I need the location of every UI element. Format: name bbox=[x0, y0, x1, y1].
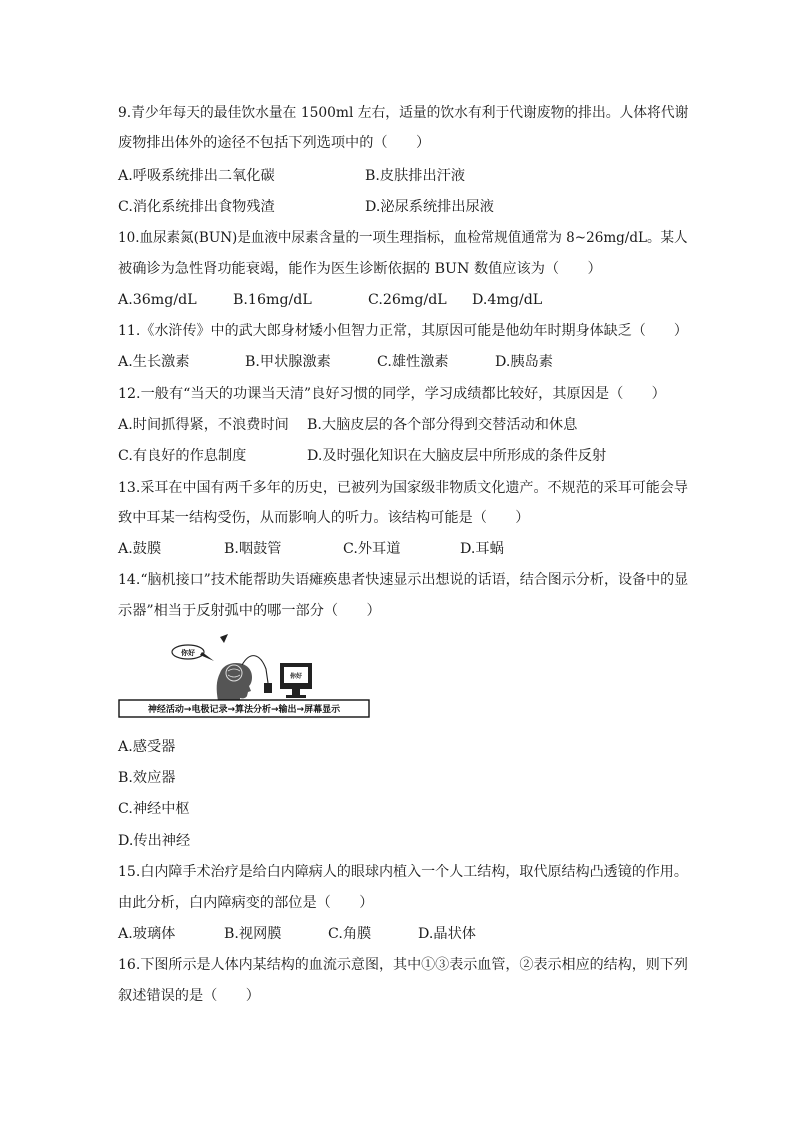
q15-option-a: A.玻璃体 bbox=[118, 926, 176, 942]
q11-option-d: D.胰岛素 bbox=[495, 354, 553, 370]
q11-option-c: C.雄性激素 bbox=[377, 354, 449, 370]
q10-option-a: A.36mg/dL bbox=[118, 292, 197, 308]
figure-svg bbox=[118, 633, 370, 719]
q9-option-b: B.皮肤排出汗液 bbox=[365, 168, 466, 184]
q15-stem-line2: 由此分析，白内障病变的部位是（ ） bbox=[118, 895, 374, 911]
q10-option-d: D.4mg/dL bbox=[472, 292, 543, 308]
q13-option-a: A.鼓膜 bbox=[118, 541, 162, 557]
screen-text: 你好 bbox=[289, 673, 303, 680]
q12-stem: 12.一般有“当天的功课当天清”良好习惯的同学，学习成绩都比较好，其原因是（ ） bbox=[118, 386, 666, 402]
q10-stem-line1: 10.血尿素氮(BUN)是血液中尿素含量的一项生理指标，血检常规值通常为 8~26mg/dL。某人 bbox=[118, 230, 688, 246]
figure-caption: 神经活动→电极记录→算法分析→输出→屏幕显示 bbox=[147, 705, 341, 715]
q12-option-a: A.时间抓得紧，不浪费时间 bbox=[118, 417, 289, 433]
processing-unit bbox=[264, 683, 272, 693]
q9-option-d: D.泌尿系统排出尿液 bbox=[365, 199, 494, 215]
q11-option-a: A.生长激素 bbox=[118, 354, 190, 370]
q10-stem-line2: 被确诊为急性肾功能衰竭，能作为医生诊断依据的 BUN 数值应该为（ ） bbox=[118, 261, 602, 277]
q14-option-a: A.感受器 bbox=[118, 739, 176, 755]
q9-stem-line1: 9.青少年每天的最佳饮水量在 1500ml 左右，适量的饮水有利于代谢废物的排出。人体将代谢 bbox=[118, 105, 689, 121]
q15-option-d: D.晶状体 bbox=[418, 926, 476, 942]
head-silhouette-icon bbox=[217, 663, 252, 703]
q13-stem-line2: 致中耳某一结构受伤，从而影响人的听力。该结构可能是（ ） bbox=[118, 510, 530, 526]
q15-option-c: C.角膜 bbox=[328, 926, 372, 942]
q9-stem-line2: 废物排出体外的途径不包括下列选项中的（ ） bbox=[118, 135, 431, 151]
q12-option-b: B.大脑皮层的各个部分得到交替活动和休息 bbox=[307, 417, 578, 433]
q13-stem-line1: 13.采耳在中国有两千多年的历史，已被列为国家级非物质文化遗产。不规范的采耳可能会导 bbox=[118, 480, 688, 496]
q13-option-b: B.咽鼓管 bbox=[224, 541, 282, 557]
q14-option-b: B.效应器 bbox=[118, 770, 176, 786]
q13-option-d: D.耳蜗 bbox=[460, 541, 504, 557]
q16-stem-line2: 叙述错误的是（ ） bbox=[118, 988, 260, 1004]
q12-option-d: D.及时强化知识在大脑皮层中所形成的条件反射 bbox=[307, 448, 607, 464]
q12-option-c: C.有良好的作息制度 bbox=[118, 448, 247, 464]
q11-option-b: B.甲状腺激素 bbox=[245, 354, 331, 370]
q10-option-b: B.16mg/dL bbox=[233, 292, 312, 308]
q14-stem-line2: 示器”相当于反射弧中的哪一部分（ ） bbox=[118, 603, 381, 619]
q14-option-d: D.传出神经 bbox=[118, 833, 191, 849]
bubble-text: 你好 bbox=[181, 649, 195, 657]
q15-stem-line1: 15.白内障手术治疗是给白内障病人的眼球内植入一个人工结构，取代原结构凸透镜的作用。 bbox=[118, 864, 688, 880]
q13-option-c: C.外耳道 bbox=[343, 541, 401, 557]
q11-stem: 11.《水浒传》中的武大郎身材矮小但智力正常，其原因可能是他幼年时期身体缺乏（ ） bbox=[118, 323, 688, 339]
q16-stem-line1: 16.下图所示是人体内某结构的血流示意图，其中①③表示血管，②表示相应的结构，则下列 bbox=[118, 957, 688, 973]
q15-option-b: B.视网膜 bbox=[224, 926, 282, 942]
speech-bubble bbox=[172, 645, 214, 661]
q10-option-c: C.26mg/dL bbox=[368, 292, 447, 308]
q9-option-a: A.呼吸系统排出二氧化碳 bbox=[118, 168, 275, 184]
monitor-icon bbox=[280, 663, 312, 698]
brain-computer-interface-figure bbox=[118, 633, 370, 719]
q14-option-c: C.神经中枢 bbox=[118, 801, 190, 817]
q14-stem-line1: 14.“脑机接口”技术能帮助失语瘫痪患者快速显示出想说的话语，结合图示分析，设备中的显 bbox=[118, 572, 689, 588]
q9-option-c: C.消化系统排出食物残渣 bbox=[118, 199, 275, 215]
electrode-pen-icon bbox=[220, 634, 228, 643]
